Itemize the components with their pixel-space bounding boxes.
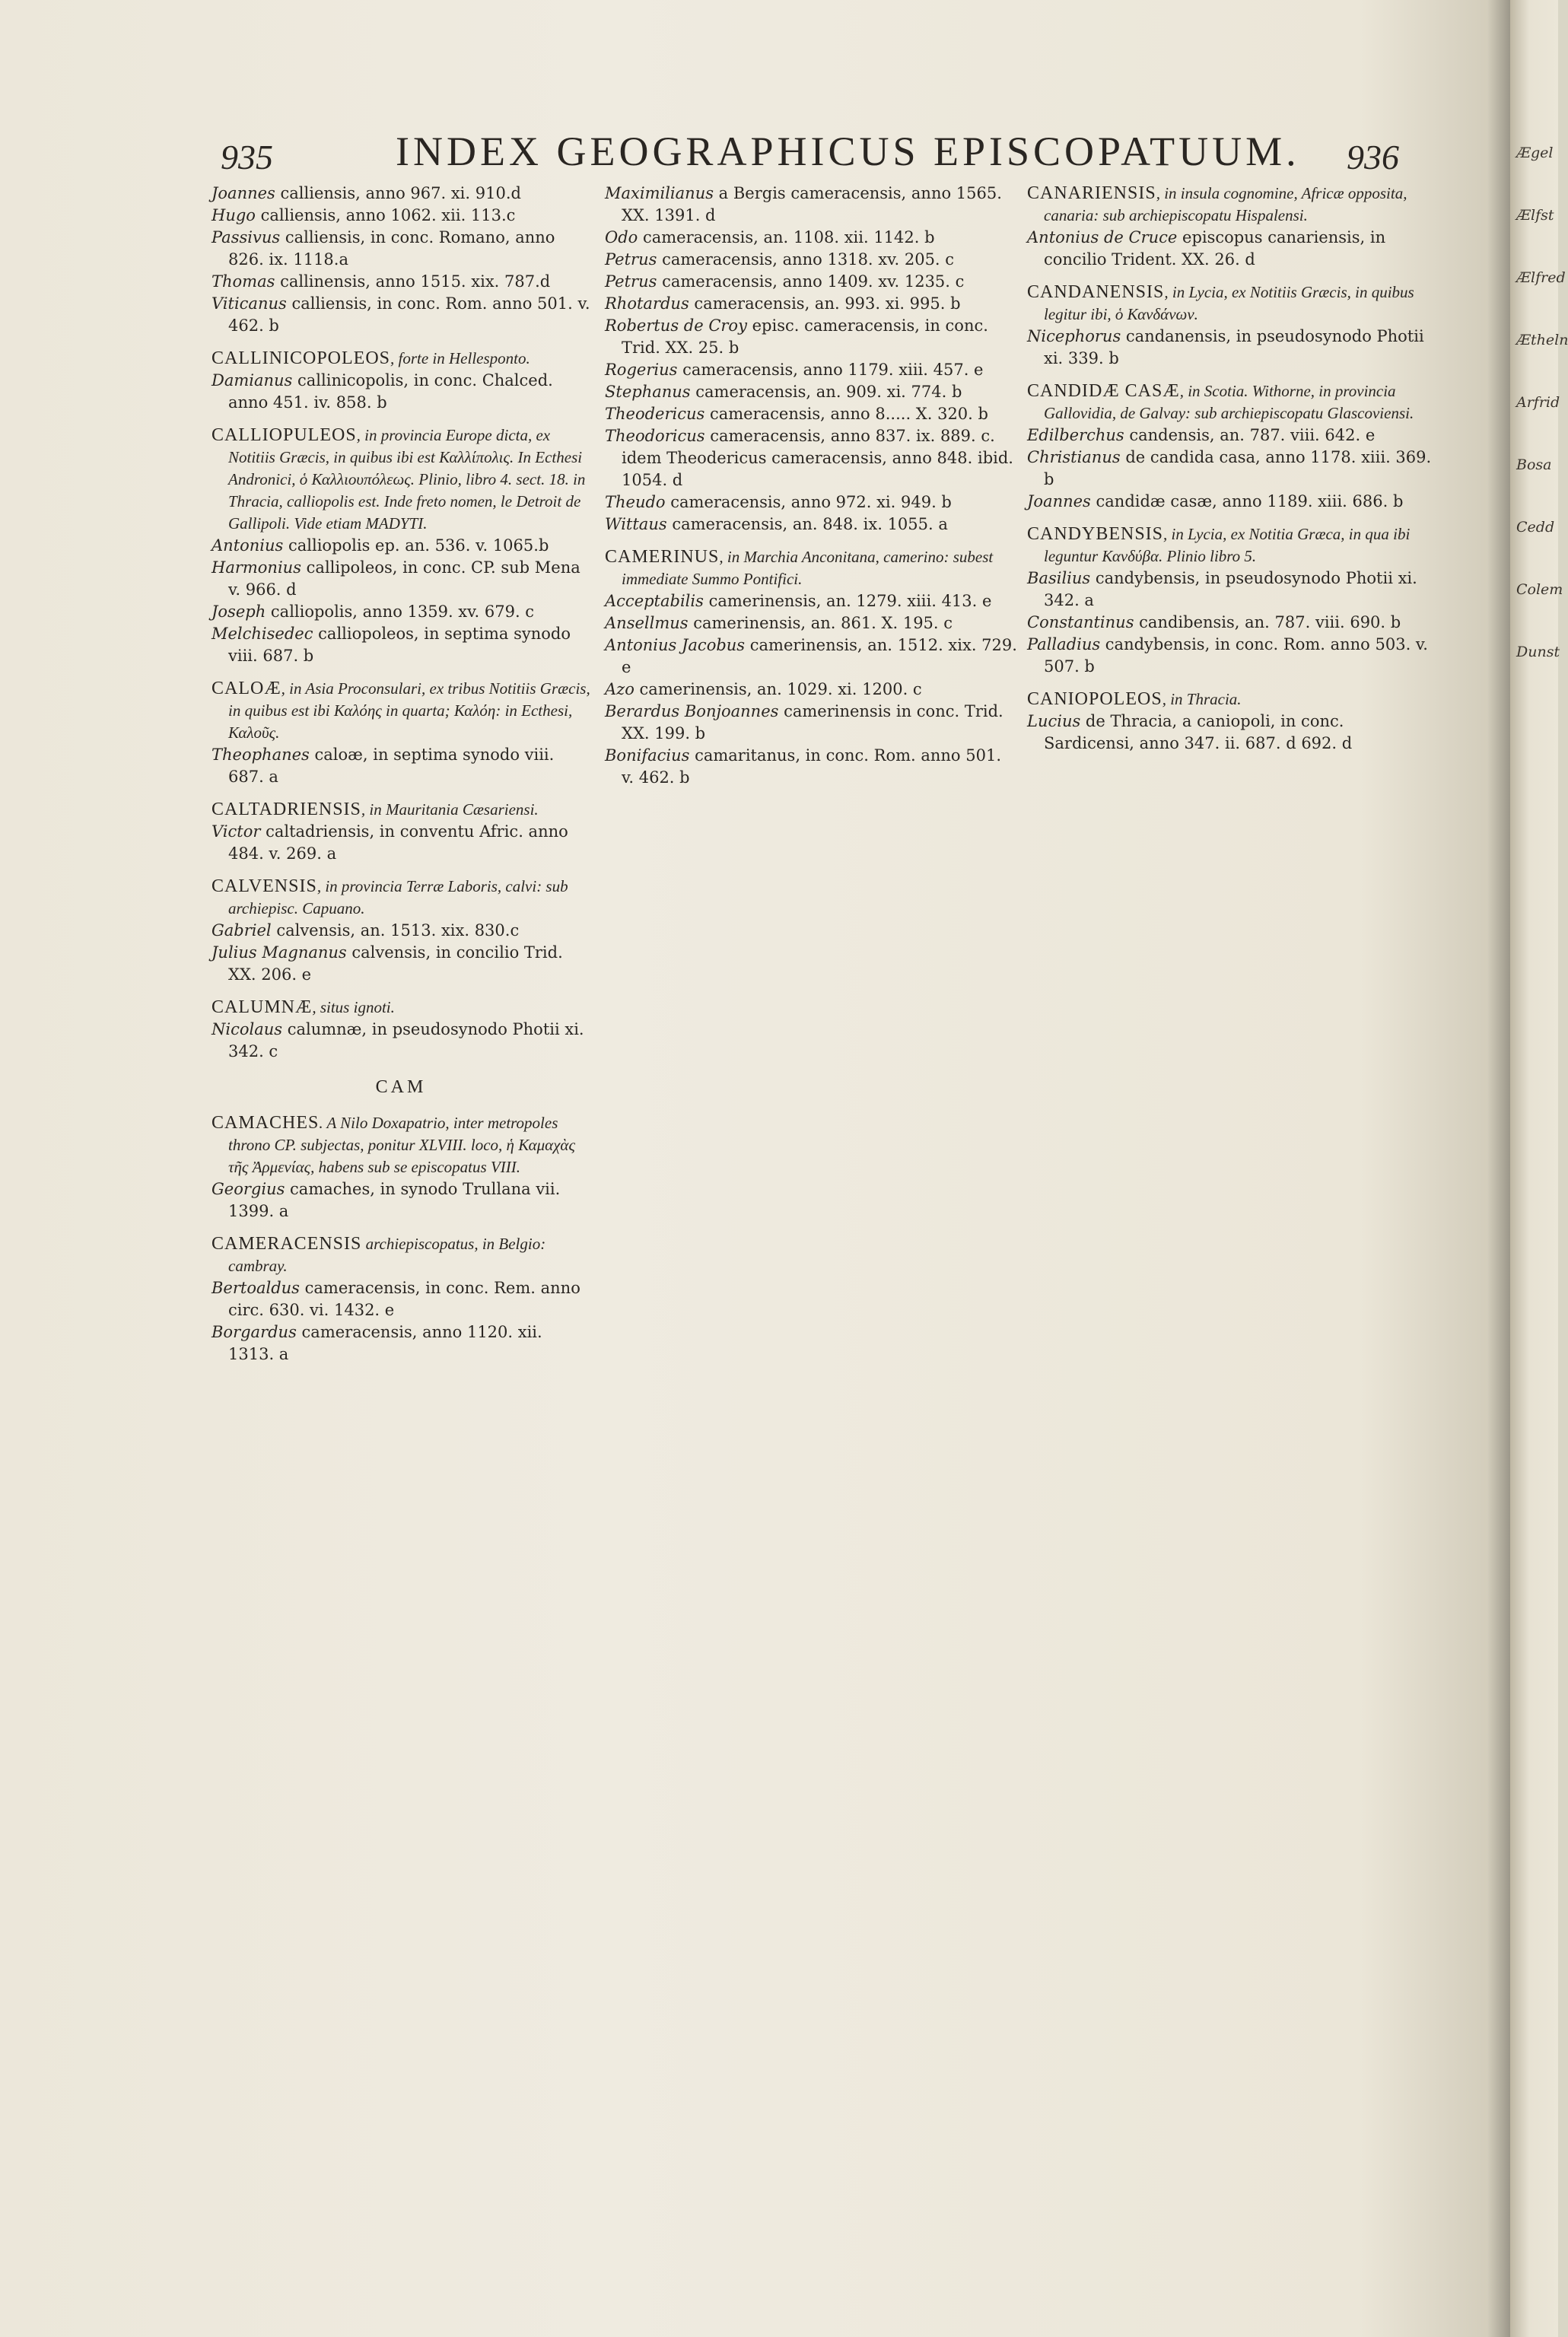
bishop-line (212, 183, 590, 205)
bishop-reference: caloæ, in septima synodo viii. 687. a (228, 746, 555, 786)
bishop-reference: candybensis, in conc. Rom. anno 503. v. 507. b (1044, 635, 1428, 676)
bishop-name: Constantinus (1027, 613, 1134, 631)
bishop-line (605, 183, 1017, 227)
bishop-line (605, 612, 1017, 634)
bishop-reference: episc. cameracensis, in conc. Trid. XX. 25. b (622, 316, 988, 357)
bishop-name: Basilius (1027, 569, 1091, 587)
entry-heading (212, 1233, 590, 1277)
bishop-line (1027, 491, 1438, 513)
bishop-name: Nicephorus (1027, 327, 1121, 345)
entry-note: , forte in Hellesponto. (390, 349, 530, 367)
bishop-line (605, 425, 1017, 491)
bishop-name: Antonius de Cruce (1027, 228, 1178, 246)
bishop-reference: calvensis, in concilio Trid. XX. 206. e (228, 943, 563, 984)
bishop-name: Damianus (212, 371, 293, 390)
bishop-reference: camerinensis, an. 1029. xi. 1200. c (634, 680, 922, 698)
entry-note: . A Nilo Doxapatrio, inter metropoles throno CP. subjectas, ponitur XLVIII. loco, ἡ Καμαχὰς τῆς Ἀρμενίας, habens sub se episcopatus VIII. (228, 1114, 575, 1176)
bishop-reference: cameracensis, anno 1318. xv. 205. c (657, 250, 955, 269)
index-entry (605, 546, 1017, 789)
bishop-reference: camerinensis in conc. Trid. XX. 199. b (622, 702, 1003, 742)
entry-headword: CANARIENSIS (1027, 183, 1156, 203)
bishop-line (605, 249, 1017, 271)
bishop-line (605, 293, 1017, 315)
entry-note: , in Scotia. Withorne, in provincia Gallovidia, de Galvay: sub archiepiscopatu Glascoviensi. (1044, 382, 1414, 422)
next-page-fragment: Bosa (1516, 456, 1552, 473)
bishop-name: Joannes (212, 184, 275, 202)
entry-heading (212, 1112, 590, 1178)
entry-note: , in provincia Europe dicta, ex Notitiis Græcis, in quibus ibi est Καλλίπολις. In Ecthesi Andronici, ὁ Καλλιουπόλεως. Plinio, libro 4. sect. 18. in Thracia, calliopolis est. Inde freto nomen, le Detroit de Gallipoli. Vide etiam MADYTI. (228, 426, 586, 533)
bishop-line (605, 491, 1017, 514)
bishop-name: Nicolaus (212, 1020, 283, 1038)
bishop-name: Theudo (605, 493, 666, 511)
index-entry (605, 183, 1017, 536)
entry-heading (212, 678, 590, 744)
bishop-name: Lucius (1027, 712, 1081, 730)
section-heading: CAM (375, 1077, 427, 1097)
bishop-name: Harmonius (212, 558, 301, 577)
bishop-line (212, 557, 590, 601)
entry-headword: CALUMNÆ (212, 997, 313, 1017)
bishop-line (605, 403, 1017, 425)
bishop-line (1027, 424, 1438, 447)
bishop-name: Passivus (212, 228, 281, 246)
entry-note: , in Lycia, ex Notitia Græca, in qua ibi leguntur Κανδύβα. Plinio libro 5. (1044, 525, 1411, 565)
bishop-name: Hugo (212, 206, 256, 224)
bishop-reference: callipoleos, in conc. CP. sub Mena v. 966. d (228, 558, 580, 599)
bishop-reference: candybensis, in pseudosynodo Photii xi. 342. a (1044, 569, 1417, 609)
bishop-line (212, 744, 590, 788)
bishop-line (605, 590, 1017, 612)
page-number-right: 936 (1347, 138, 1399, 176)
bishop-line (212, 205, 590, 227)
entry-headword: CAMACHES (212, 1113, 320, 1133)
bishop-name: Theodoricus (605, 427, 705, 445)
bishop-line (605, 514, 1017, 536)
bishop-reference: calliopoleos, in septima synodo viii. 687. b (228, 625, 571, 665)
next-page-fragment: Ægel (1516, 145, 1554, 161)
bishop-name: Viticanus (212, 294, 287, 313)
bishop-name: Acceptabilis (605, 592, 704, 610)
bishop-line (212, 1019, 590, 1063)
bishop-line (212, 293, 590, 337)
entry-headword: CALLINICOPOLEOS (212, 348, 390, 368)
bishop-line (605, 634, 1017, 679)
bishop-line (605, 359, 1017, 381)
bishop-reference: camaches, in synodo Trullana vii. 1399. a (228, 1180, 561, 1220)
gutter-shadow (1487, 0, 1510, 2337)
bishop-reference: candensis, an. 787. viii. 642. e (1124, 426, 1376, 444)
bishop-reference: cameracensis, anno 1120. xii. 1313. a (228, 1323, 542, 1363)
bishop-reference: calliensis, anno 967. xi. 910.d (275, 184, 521, 202)
bishop-reference: cameracensis, anno 1409. xv. 1235. c (657, 272, 965, 291)
index-entry (1027, 183, 1438, 271)
column-right (1027, 183, 1438, 765)
bishop-name: Stephanus (605, 383, 691, 401)
bishop-reference: de candida casa, anno 1178. xiii. 369. b (1044, 448, 1432, 488)
bishop-name: Borgardus (212, 1323, 297, 1341)
bishop-name: Victor (212, 822, 261, 841)
bishop-reference: calliopolis, anno 1359. xv. 679. c (266, 603, 535, 621)
next-page-fragment: Cedd (1516, 519, 1555, 536)
bishop-name: Robertus de Croy (605, 316, 747, 335)
bishop-line (605, 315, 1017, 359)
next-page-fragment: Dunst (1516, 644, 1560, 660)
bishop-name: Julius Magnanus (212, 943, 347, 962)
entry-note: , in Mauritania Cæsariensi. (361, 800, 539, 819)
bishop-reference: camaritanus, in conc. Rom. anno 501. v. 462. b (622, 746, 1001, 787)
bishop-reference: calliensis, in conc. Rom. anno 501. v. 462. b (228, 294, 590, 335)
bishop-name: Bertoaldus (212, 1279, 300, 1297)
entry-headword: CALTADRIENSIS (212, 800, 361, 819)
entry-heading (212, 997, 590, 1019)
bishop-reference: de Thracia, a caniopoli, in conc. Sardicensi, anno 347. ii. 687. d 692. d (1044, 712, 1353, 752)
bishop-line (212, 1277, 590, 1321)
bishop-name: Theodericus (605, 405, 705, 423)
bishop-line (605, 271, 1017, 293)
bishop-reference: candidæ casæ, anno 1189. xiii. 686. b (1090, 492, 1404, 510)
bishop-name: Antonius Jacobus (605, 636, 746, 654)
entry-note: archiepiscopatus, in Belgio: cambray. (228, 1235, 546, 1275)
entry-heading (1027, 523, 1438, 568)
index-entry (1027, 688, 1438, 755)
bishop-name: Berardus Bonjoannes (605, 702, 779, 720)
bishop-name: Palladius (1027, 635, 1101, 653)
bishop-name: Edilberchus (1027, 426, 1124, 444)
index-entry (1027, 523, 1438, 678)
bishop-reference: camerinensis, an. 861. X. 195. c (688, 614, 953, 632)
bishop-reference: camerinensis, an. 1279. xiii. 413. e (703, 592, 992, 610)
index-entry (212, 876, 590, 986)
entry-note: , in Marchia Anconitana, camerino: subest immediate Summo Pontifici. (622, 548, 994, 588)
column-middle (605, 183, 1017, 800)
bishop-reference: callinicopolis, in conc. Chalced. anno 451. iv. 858. b (228, 371, 553, 412)
bishop-name: Bonifacius (605, 746, 690, 765)
bishop-name: Thomas (212, 272, 275, 291)
bishop-line (212, 601, 590, 623)
index-entry (1027, 281, 1438, 370)
bishop-line (1027, 227, 1438, 271)
bishop-name: Georgius (212, 1180, 285, 1198)
bishop-name: Joseph (212, 603, 266, 621)
index-entry (212, 183, 590, 337)
entry-headword: CAMERACENSIS (212, 1234, 362, 1254)
entry-note: , in Thracia. (1162, 690, 1242, 708)
bishop-name: Theophanes (212, 746, 310, 764)
entry-heading (212, 424, 590, 535)
bishop-reference: episcopus canariensis, in concilio Trident. XX. 26. d (1044, 228, 1386, 269)
entry-heading (212, 348, 590, 370)
bishop-line (212, 370, 590, 414)
entry-headword: CALLIOPULEOS (212, 425, 357, 445)
bishop-line (1027, 568, 1438, 612)
bishop-line (605, 679, 1017, 701)
bishop-line (1027, 711, 1438, 755)
entry-heading (1027, 380, 1438, 424)
bishop-reference: cameracensis, an. 1108. xii. 1142. b (638, 228, 935, 246)
bishop-reference: calvensis, an. 1513. xix. 830.c (271, 921, 520, 940)
bishop-reference: cameracensis, in conc. Rem. anno circ. 630. vi. 1432. e (228, 1279, 580, 1319)
entry-headword: CANDANENSIS (1027, 282, 1165, 302)
entry-note: , situs ignoti. (312, 998, 395, 1016)
bishop-name: Wittaus (605, 515, 667, 533)
bishop-reference: camerinensis, an. 1512. xix. 729. e (622, 636, 1017, 676)
bishop-reference: calliopolis ep. an. 536. v. 1065.b (283, 536, 549, 555)
entry-heading (212, 799, 590, 821)
entry-note: , in insula cognomine, Africæ opposita, canaria: sub archiepiscopatu Hispalensi. (1044, 184, 1407, 224)
next-page-fragment: Ætheln (1516, 332, 1568, 348)
entry-headword: CANIOPOLEOS (1027, 689, 1162, 709)
bishop-name: Gabriel (212, 921, 272, 940)
bishop-line (1027, 612, 1438, 634)
bishop-reference: a Bergis cameracensis, anno 1565. XX. 1391. d (622, 184, 1002, 224)
bishop-reference: calumnæ, in pseudosynodo Photii xi. 342. c (228, 1020, 584, 1060)
bishop-line (212, 1321, 590, 1366)
bishop-reference: candibensis, an. 787. viii. 690. b (1134, 613, 1401, 631)
bishop-reference: cameracensis, anno 972. xi. 949. b (665, 493, 952, 511)
bishop-name: Petrus (605, 250, 657, 269)
next-page-fragment: Ælfst (1516, 207, 1554, 224)
bishop-reference: cameracensis, an. 993. xi. 995. b (689, 294, 961, 313)
bishop-line (212, 942, 590, 986)
entry-note: , in provincia Terræ Laboris, calvi: sub archiepisc. Capuano. (228, 877, 568, 917)
bishop-reference: caltadriensis, in conventu Afric. anno 484. v. 269. a (228, 822, 568, 863)
bishop-name: Ansellmus (605, 614, 689, 632)
column-left (212, 183, 590, 1376)
index-entry (212, 348, 590, 414)
bishop-reference: cameracensis, anno 8..... X. 320. b (704, 405, 988, 423)
bishop-line (605, 381, 1017, 403)
next-page-fragment: Ælfred (1516, 269, 1566, 286)
entry-heading (605, 546, 1017, 590)
bishop-reference: calliensis, in conc. Romano, anno 826. ix. 1118.a (228, 228, 555, 269)
bishop-name: Rogerius (605, 361, 678, 379)
entry-heading (1027, 281, 1438, 326)
next-page-edge (1510, 0, 1568, 2337)
bishop-name: Petrus (605, 272, 657, 291)
entry-note: , in Asia Proconsulari, ex tribus Notitiis Græcis, in quibus est ibi Καλόης in quarta; Καλόη: in Ecthesi, Καλοῦς. (228, 679, 590, 742)
bishop-line (212, 623, 590, 667)
entry-headword: CANDYBENSIS (1027, 524, 1164, 544)
bishop-name: Azo (605, 680, 635, 698)
bishop-line (212, 920, 590, 942)
page-number-left: 935 (221, 138, 273, 176)
bishop-line (605, 701, 1017, 745)
next-page-fragment: Colem (1516, 581, 1563, 598)
bishop-reference: cameracensis, anno 1179. xiii. 457. e (677, 361, 984, 379)
bishop-name: Odo (605, 228, 638, 246)
bishop-name: Joannes (1027, 492, 1091, 510)
entry-headword: CALOÆ (212, 679, 281, 698)
entry-headword: CAMERINUS (605, 547, 720, 567)
bishop-line (212, 271, 590, 293)
page-title: INDEX GEOGRAPHICUS EPISCOPATUUM. (396, 129, 1300, 174)
bishop-line (212, 535, 590, 557)
entry-headword: CANDIDÆ CASÆ (1027, 381, 1180, 401)
bishop-name: Melchisedec (212, 625, 313, 643)
bishop-name: Rhotardus (605, 294, 689, 313)
bishop-line (212, 227, 590, 271)
index-entry (1027, 380, 1438, 513)
index-entry (212, 424, 590, 667)
bishop-reference: candanensis, in pseudosynodo Photii xi. 339. b (1044, 327, 1424, 367)
entry-heading (1027, 183, 1438, 227)
bishop-reference: calliensis, anno 1062. xii. 113.c (255, 206, 516, 224)
bishop-name: Christianus (1027, 448, 1121, 466)
bishop-reference: callinensis, anno 1515. xix. 787.d (275, 272, 551, 291)
bishop-reference: cameracensis, an. 909. xi. 774. b (690, 383, 962, 401)
bishop-line (1027, 634, 1438, 678)
bishop-line (212, 821, 590, 865)
index-entry (212, 1233, 590, 1366)
entry-note: , in Lycia, ex Notitiis Græcis, in quibus legitur ibi, ὁ Κανδάνων. (1044, 283, 1414, 323)
bishop-reference: cameracensis, an. 848. ix. 1055. a (666, 515, 948, 533)
bishop-line (212, 1178, 590, 1223)
bishop-name: Antonius (212, 536, 284, 555)
index-entry (212, 678, 590, 788)
bishop-line (605, 745, 1017, 789)
bishop-reference: cameracensis, anno 837. ix. 889. c. idem Theodericus cameracensis, anno 848. ibid. 1054. d (622, 427, 1013, 489)
index-entry (212, 997, 590, 1063)
bishop-line (605, 227, 1017, 249)
bishop-line (1027, 447, 1438, 491)
bishop-name: Maximilianus (605, 184, 714, 202)
bishop-line (1027, 326, 1438, 370)
entry-headword: CALVENSIS (212, 876, 317, 896)
index-entry (212, 799, 590, 865)
entry-heading (1027, 688, 1438, 711)
next-page-fragment: Arfrid (1516, 394, 1560, 411)
index-entry (212, 1112, 590, 1223)
entry-heading (212, 876, 590, 920)
